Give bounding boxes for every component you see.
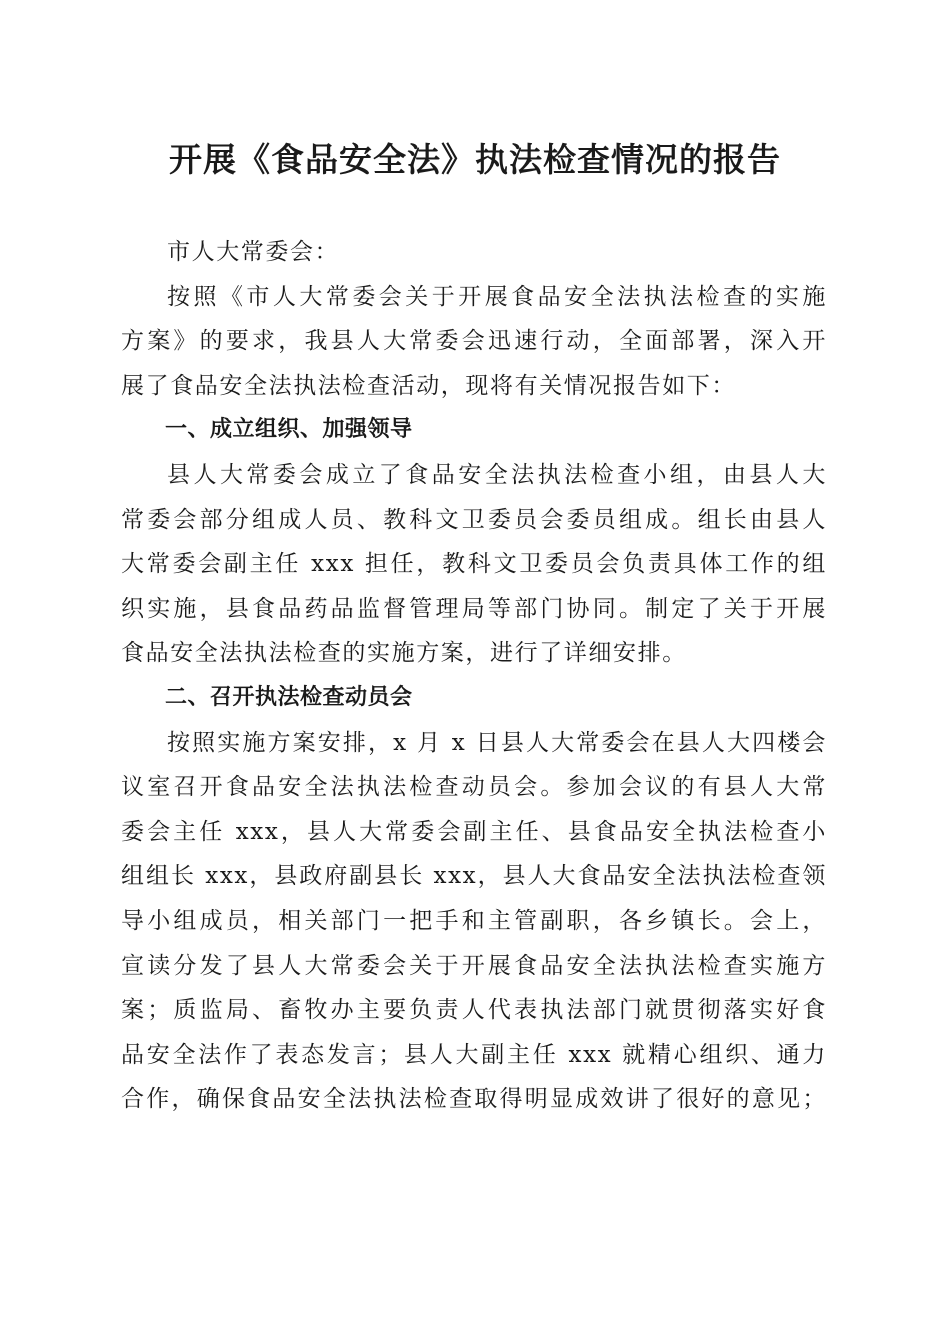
section2-line: 议室召开食品安全法执法检查动员会。参加会议的有县人大常 [121, 774, 827, 801]
section1-line: 织实施，县食品药品监督管理局等部门协同。制定了关于开展 [121, 595, 827, 622]
section-heading-1: 一、成立组织、加强领导 [165, 417, 413, 443]
section2-line: 案；质监局、畜牧办主要负责人代表执法部门就贯彻落实好食 [121, 997, 827, 1024]
section2-line: 品安全法作了表态发言；县人大副主任 xxx 就精心组织、通力 [121, 1041, 827, 1068]
intro-paragraph [121, 275, 827, 409]
section2-line: 按照实施方案安排，x 月 x 日县人大常委会在县人大四楼会 [167, 729, 827, 756]
section-heading-2: 二、召开执法检查动员会 [165, 684, 413, 710]
section2-line: 合作，确保食品安全法执法检查取得明显成效讲了很好的意见； [121, 1086, 827, 1113]
section2-line: 宣读分发了县人大常委会关于开展食品安全法执法检查实施方 [121, 952, 827, 979]
document-body [121, 230, 827, 1122]
section2-line: 组组长 xxx，县政府副县长 xxx，县人大食品安全法执法检查领 [121, 863, 827, 890]
intro-line: 展了食品安全法执法检查活动，现将有关情况报告如下： [121, 372, 736, 399]
section1-line: 县人大常委会成立了食品安全法执法检查小组，由县人大 [167, 461, 827, 488]
section2-line: 导小组成员，相关部门一把手和主管副职，各乡镇长。会上， [121, 907, 827, 934]
section1-paragraph [121, 453, 827, 676]
section1-line: 大常委会副主任 xxx 担任，教科文卫委员会负责具体工作的组 [121, 551, 827, 578]
document-title: 开展《食品安全法》执法检查情况的报告 [169, 140, 781, 179]
section1-line: 食品安全法执法检查的实施方案，进行了详细安排。 [121, 640, 687, 667]
section1-line: 常委会部分组成人员、教科文卫委员会委员组成。组长由县人 [121, 506, 827, 533]
section2-paragraph [121, 721, 827, 1122]
intro-line: 按照《市人大常委会关于开展食品安全法执法检查的实施 [167, 283, 827, 310]
intro-line: 方案》的要求，我县人大常委会迅速行动，全面部署，深入开 [121, 328, 827, 355]
section2-line: 委会主任 xxx，县人大常委会副主任、县食品安全执法检查小 [121, 818, 827, 845]
salutation: 市人大常委会： [167, 239, 340, 265]
